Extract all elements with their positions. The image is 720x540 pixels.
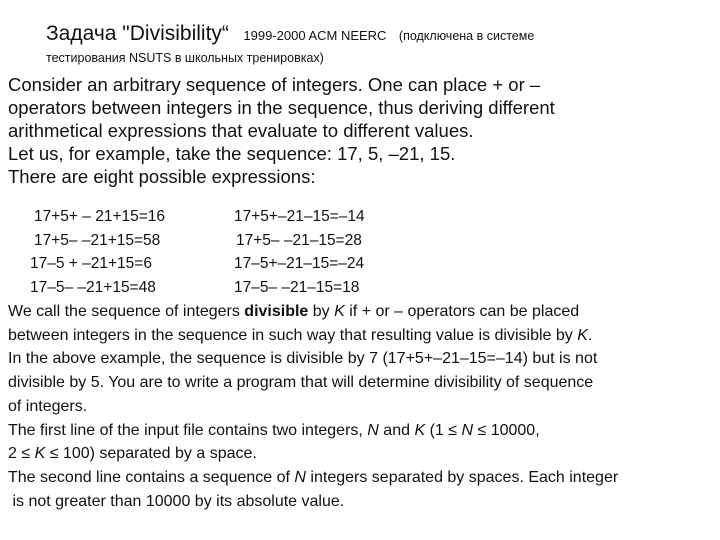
- title-note-continuation: тестирования NSUTS в школьных тренировках): [46, 51, 324, 65]
- text: by: [308, 303, 335, 320]
- expression-row: [16, 276, 436, 300]
- text: ≤ 100) separated by a space.: [45, 445, 257, 463]
- expression: 17–5– –21–15=18: [234, 278, 360, 296]
- definition-line: [8, 419, 712, 443]
- definition-line: divisible by 5. You are to write a program that will determine divisibility of sequence: [8, 374, 594, 392]
- intro-line: Consider an arbitrary sequence of integers. One can place + or –: [8, 74, 541, 95]
- var-k: K: [34, 445, 46, 463]
- text: .: [587, 326, 593, 344]
- intro-paragraph: [8, 73, 716, 188]
- expression-row: [16, 205, 436, 229]
- intro-line: Let us, for example, take the sequence: 17, 5, –21, 15.: [8, 143, 456, 164]
- definition-line: In the above example, the sequence is divisible by 7 (17+5+–21–15=–14) but is not: [8, 350, 598, 368]
- text: if + or – operators can be placed: [344, 303, 580, 320]
- var-k: K: [334, 303, 345, 320]
- intro-line: There are eight possible expressions:: [8, 166, 316, 187]
- var-k: K: [577, 326, 588, 344]
- definition-line: of integers.: [8, 397, 88, 415]
- title-contest: 1999-2000 ACM NEERC: [243, 28, 387, 43]
- text: ≤ 10000,: [473, 421, 540, 439]
- expression: 17+5+–21–15=–14: [234, 208, 365, 225]
- text: The second line contains a sequence of: [8, 468, 295, 486]
- expression: 17+5– –21–15=28: [236, 231, 362, 249]
- var-n: N: [461, 421, 474, 439]
- text: (1 ≤: [425, 421, 462, 439]
- text: The first line of the input file contains two integers,: [8, 421, 368, 439]
- definition-line: is not greater than 10000 by its absolute value.: [8, 492, 345, 510]
- intro-line: arithmetical expressions that evaluate to different values.: [8, 120, 474, 141]
- term-divisible: divisible: [244, 303, 309, 320]
- text: 2 ≤: [8, 445, 35, 463]
- intro-line: operators between integers in the sequence, thus deriving different: [8, 97, 555, 118]
- expression-row: [16, 229, 436, 253]
- expressions-list: [16, 205, 436, 299]
- text: We call the sequence of integers: [8, 303, 245, 320]
- text: between integers in the sequence in such way that resulting value is divisible by: [8, 326, 578, 344]
- title-note: (подключена в системе: [398, 29, 535, 43]
- var-n: N: [367, 421, 379, 439]
- text: and: [378, 421, 415, 439]
- problem-definition: [8, 300, 712, 513]
- expression: 17–5+–21–15=–24: [234, 255, 365, 272]
- title-main: Задача "Divisibility“: [46, 22, 229, 45]
- definition-line: [8, 324, 712, 348]
- expression: 17+5– –21+15=58: [34, 231, 161, 249]
- text: integers separated by spaces. Each integer: [305, 468, 619, 486]
- expression-row: [16, 252, 436, 276]
- definition-line: [8, 466, 712, 490]
- expression: 17–5 + –21+15=6: [30, 255, 152, 272]
- definition-line: [8, 300, 712, 324]
- definition-line: [8, 442, 712, 466]
- slide-title: [46, 22, 534, 46]
- expression: 17+5+ – 21+15=16: [34, 208, 166, 225]
- var-k: K: [414, 421, 426, 439]
- var-n: N: [294, 468, 306, 486]
- expression: 17–5– –21+15=48: [30, 278, 156, 296]
